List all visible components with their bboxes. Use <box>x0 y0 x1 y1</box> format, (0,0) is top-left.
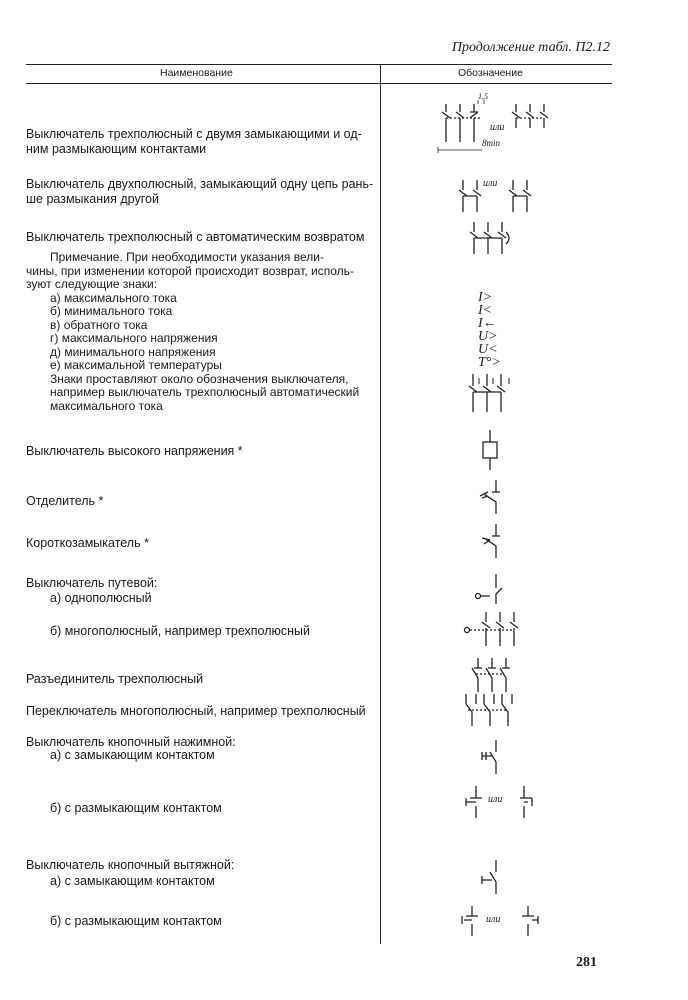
row-limit-switch-b: б) многополюсный, например трехполюсный <box>50 624 311 638</box>
dim-top-label: 1,5 <box>478 92 488 101</box>
note-item-f: е) максимальной температуры <box>50 358 222 372</box>
note-tail-3: максимального тока <box>50 398 163 413</box>
push-button-nc-symbol <box>462 782 538 822</box>
note-line-1: Примечание. При необходимости указания вели- <box>50 250 324 264</box>
column-header-name: Наименование <box>160 67 233 79</box>
mark-min-current: I< <box>478 303 493 318</box>
note-item-d: г) максимального напряжения <box>50 331 218 345</box>
row-disconnector-text: Разъединитель трехполюсный <box>26 672 204 686</box>
note-tail-1: Знаки проставляют около обозначения выключателя, <box>50 371 349 386</box>
row-push-button-a: а) с замыкающим контактом <box>50 748 215 762</box>
note-block <box>26 251 376 413</box>
switch-auto-return-symbol <box>466 220 516 258</box>
row-push-button-title: Выключатель кнопочный нажимной: <box>26 735 236 749</box>
table-continuation-caption: Продолжение табл. П2.12 <box>451 40 610 55</box>
row-separator-text: Отделитель * <box>26 494 104 508</box>
note-item-b: б) минимального тока <box>50 304 173 318</box>
mark-min-voltage: U< <box>478 342 498 357</box>
changeover-switch-symbol <box>462 690 526 730</box>
separator-symbol <box>478 478 508 518</box>
note-item-c: в) обратного тока <box>50 317 148 332</box>
note-item-e: д) минимального напряжения <box>50 344 216 359</box>
row-limit-switch-a: а) однополюсный <box>50 591 152 605</box>
or-label: или <box>490 122 505 133</box>
switch-3pole-symbol <box>432 92 552 160</box>
push-button-no-symbol <box>478 738 508 778</box>
dim-min-label: 8min <box>482 138 500 148</box>
row-switch-2pole-text-2: ше размыкания другой <box>26 192 159 206</box>
table-top-rule <box>26 64 612 65</box>
mark-max-voltage: U> <box>478 329 498 344</box>
or-label-3: или <box>488 794 503 805</box>
short-circuiter-symbol <box>478 522 508 562</box>
mark-max-current: I> <box>478 290 493 305</box>
limit-switch-3pole-symbol <box>462 608 522 652</box>
row-limit-switch-title: Выключатель путевой: <box>26 576 158 590</box>
row-hv-switch-text: Выключатель высокого напряжения * <box>26 444 243 458</box>
row-short-circuiter-text: Короткозамыкатель * <box>26 536 149 550</box>
table-header-rule <box>26 83 612 84</box>
row-pull-button-title: Выключатель кнопочный вытяжной: <box>26 858 235 872</box>
limit-switch-1pole-symbol <box>472 570 512 610</box>
switch-2pole-symbol <box>455 176 545 216</box>
row-push-button-b: б) с размыкающим контактом <box>50 801 222 815</box>
switch-auto-max-current-symbol <box>465 372 521 416</box>
note-item-a: а) максимального тока <box>50 290 177 305</box>
note-tail-2: например выключатель трехполюсный автоматический <box>50 385 360 399</box>
pull-button-no-symbol <box>478 858 508 898</box>
row-switch-auto-return-text: Выключатель трехполюсный с автоматическим возвратом <box>26 230 365 244</box>
row-pull-button-a: а) с замыкающим контактом <box>50 874 215 888</box>
note-line-2: чины, при изменении которой происходит возврат, исполь- <box>26 263 354 278</box>
row-changeover-text: Переключатель многополюсный, например трехполюсный <box>26 704 366 718</box>
mark-max-temperature: T°> <box>478 355 501 370</box>
row-switch-3pole-text-2: ним размыкающим контактами <box>26 142 207 156</box>
row-switch-3pole-text-1: Выключатель трехполюсный с двумя замыкающими и од- <box>26 127 362 141</box>
mark-reverse-current: I← <box>478 316 497 331</box>
pull-button-nc-symbol <box>460 904 540 940</box>
or-label-2: или <box>483 178 498 189</box>
row-pull-button-b: б) с размыкающим контактом <box>50 914 222 928</box>
row-switch-2pole-text-1: Выключатель двухполюсный, замыкающий одну цепь рань- <box>26 177 374 191</box>
column-header-symbol: Обозначение <box>458 67 523 79</box>
note-line-3: зуют следующие знаки: <box>26 277 158 291</box>
column-divider <box>380 64 381 944</box>
page-number: 281 <box>576 955 597 970</box>
or-label-4: или <box>486 914 501 925</box>
hv-switch-symbol <box>478 430 502 470</box>
